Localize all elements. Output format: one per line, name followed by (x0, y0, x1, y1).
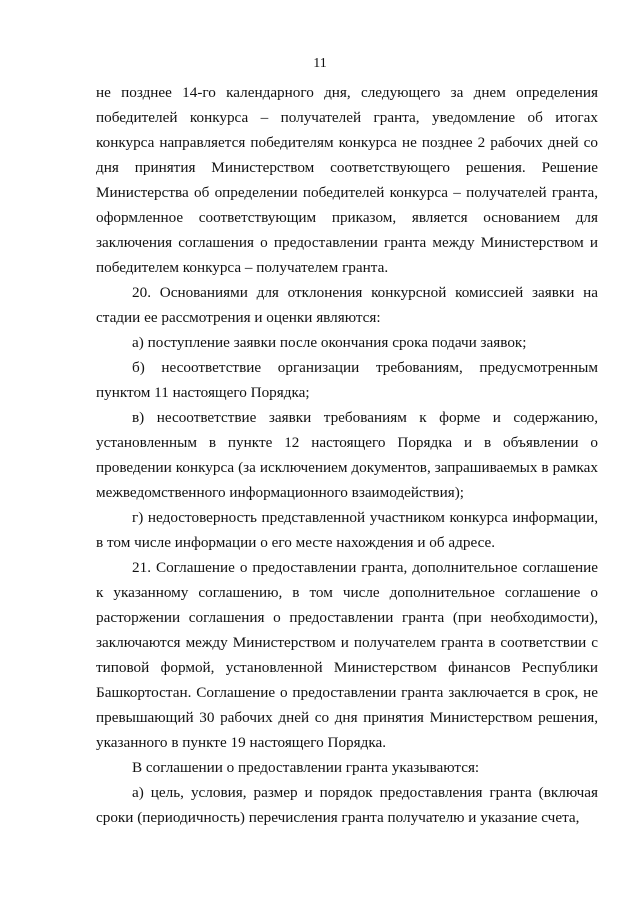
paragraph-subitem-g: г) недостоверность представленной участником конкурса информации, в том числе информации о его месте нахождения и об адресе. (96, 509, 598, 551)
paragraph-continuation: не позднее 14-го календарного дня, следующего за днем определения победителей конкурса – получателей гранта, уведомление об итогах конкурса направляется победителям конкурса не позднее 2 рабочих дней со дня принятия Министерством соответствующего решения. Решение Министерства об определении победителей конкурса – получателей гранта, оформленное соответствующим приказом, является основанием для заключения соглашения о предоставлении гранта между Министерством и победителем конкурса – получателем гранта. (96, 84, 598, 276)
document-body (96, 80, 598, 830)
page-number: 11 (313, 56, 327, 71)
paragraph-subitem-a: а) поступление заявки после окончания срока подачи заявок; (132, 334, 527, 351)
paragraph-item-20: 20. Основаниями для отклонения конкурсной комиссией заявки на стадии ее рассмотрения и оценки являются: (96, 284, 598, 326)
paragraph-subitem-b: б) несоответствие организации требованиям, предусмотренным пунктом 11 настоящего Порядка; (96, 359, 598, 401)
paragraph-agreement-subitem-a: а) цель, условия, размер и порядок предоставления гранта (включая сроки (периодичность) перечисления гранта получателю и указание счета, (96, 784, 598, 826)
paragraph-item-21: 21. Соглашение о предоставлении гранта, дополнительное соглашение к указанному соглашению, в том числе дополнительное соглашение о расторжении соглашения о предоставлении гранта (при необходимости), заключаются между Министерством и получателем гранта в соответствии с типовой формой, установленной Министерством финансов Республики Башкортостан. Соглашение о предоставлении гранта заключается в срок, не превышающий 30 рабочих дней со дня принятия Министерством решения, указанного в пункте 19 настоящего Порядка. (96, 559, 598, 751)
paragraph-agreement-contents: В соглашении о предоставлении гранта указываются: (132, 759, 480, 776)
paragraph-subitem-v: в) несоответствие заявки требованиям к форме и содержанию, установленным в пункте 12 настоящего Порядка и в объявлении о проведении конкурса (за исключением документов, запрашиваемых в рамках межведомственного информационного взаимодействия); (96, 409, 598, 501)
